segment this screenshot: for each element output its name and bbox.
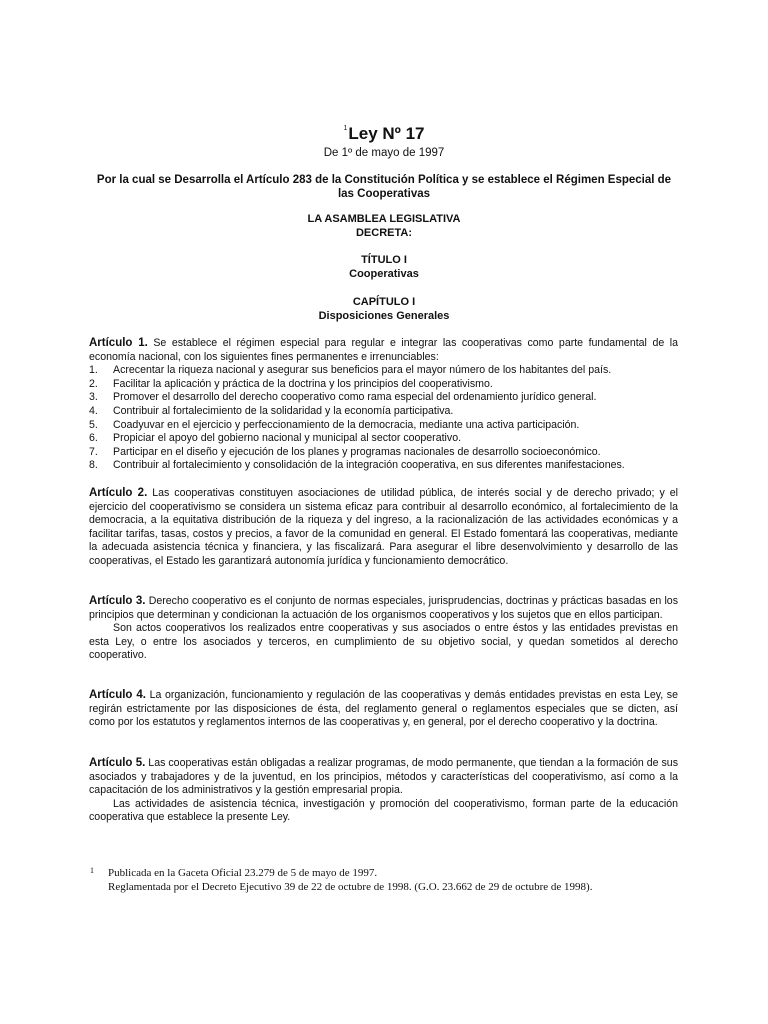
article-3 (89, 595, 678, 663)
list-item (89, 364, 678, 378)
capitulo-name: Disposiciones Generales (318, 309, 450, 322)
list-number: 1. (89, 364, 98, 377)
list-text: Contribuir al fortalecimiento y consolidación de la integración cooperativa, en sus diferentes manifestaciones. (113, 459, 625, 472)
law-subtitle: Por la cual se Desarrolla el Artículo 283 de la Constitución Política y se establece el Régimen Especial de las Cooperativas (96, 174, 672, 200)
capitulo-heading (0, 296, 768, 323)
list-number: 3. (89, 391, 98, 404)
article-5-text: Las cooperativas están obligadas a realizar programas, de modo permanente, que tiendan a la formación de sus asociados y trabajadores y de la juventud, en los principios, métodos y características del cooperativismo, así como a la capacitación de los administrativos y la gestión empresarial propia. (89, 757, 678, 797)
titulo-number: TÍTULO I (361, 254, 407, 266)
list-number: 4. (89, 404, 98, 417)
list-text: Facilitar la aplicación y práctica de la doctrina y los principios del cooperativismo. (113, 377, 493, 390)
capitulo-number: CAPÍTULO I (352, 296, 416, 308)
assembly-name: LA ASAMBLEA LEGISLATIVA (307, 213, 461, 225)
titulo-heading (0, 254, 768, 281)
law-date: De 1º de mayo de 1997 (323, 147, 445, 159)
article-1-text: Se establece el régimen especial para regular e integrar las cooperativas como parte fundamental de la economía nacional, con los siguientes fines permanentes e irrenunciables: (89, 337, 678, 363)
article-1 (89, 337, 678, 473)
list-item (89, 378, 678, 392)
article-4-label: Artículo 4. (89, 689, 146, 701)
footnote-line-1: Publicada en la Gaceta Oficial 23.279 de 5 de mayo de 1997. (108, 867, 378, 879)
list-text: Coadyuvar en el ejercicio y perfeccionamiento de la democracia, mediante una activa participación. (113, 418, 580, 431)
article-3-text: Derecho cooperativo es el conjunto de normas especiales, jurisprudencias, doctrinas y prácticas basadas en los principios que determinan y condicionan la actuación de los organismos cooperativos y los sujetos que en ellos participan. (89, 595, 679, 621)
article-3-paragraph-2: Son actos cooperativos los realizados entre cooperativas y sus asociados o entre éstos y las entidades previstas en esta Ley, o entre los asociados y terceros, en cumplimiento de su objetivo social, y quedan sometidos al derecho cooperativo. (89, 622, 678, 662)
article-2 (89, 487, 678, 569)
article-3-label: Artículo 3. (89, 595, 146, 607)
list-text: Participar en el diseño y ejecución de los planes y programas nacionales de desarrollo socioeconómico. (113, 445, 601, 458)
list-text: Propiciar el apoyo del gobierno nacional y municipal al sector cooperativo. (113, 432, 462, 445)
article-4-text: La organización, funcionamiento y regulación de las cooperativas y demás entidades previstas en esta Ley, se regirán estrictamente por las disposiciones de ésta, del reglamento general o reglamentos especiales que se dicten, así como por los estatutos y reglamentos internos de las cooperativas y, en general, por el derecho cooperativo y la doctrina. (89, 689, 679, 729)
footnote-reference: 1 (343, 125, 348, 132)
list-number: 2. (89, 377, 98, 390)
list-item (89, 405, 678, 419)
list-item (89, 432, 678, 446)
article-2-label: Artículo 2. (89, 487, 148, 499)
article-1-label: Artículo 1. (89, 337, 148, 349)
article-5 (89, 757, 678, 825)
list-item (89, 391, 678, 405)
law-title (0, 124, 768, 144)
list-number: 5. (89, 418, 98, 431)
list-item (89, 459, 678, 473)
list-text: Acrecentar la riqueza nacional y asegurar sus beneficios para el mayor número de los habitantes del país. (113, 364, 612, 377)
article-2-text: Las cooperativas constituyen asociaciones de utilidad pública, de interés social y de derecho privado; y el ejercicio del cooperativismo se considera un sistema eficaz para contribuir al desarrollo económico, al fortalecimiento de la democracia, a la equitativa distribución de la riqueza y del ingreso, a la racionalización de las actividades económicas y a facilitar tarifas, tasas, costos y precios, a favor de la comunidad en general. El Estado fomentará las cooperativas, mediante la adecuada asistencia técnica y financiera, y las fiscalizará. Para asegurar el libre desenvolvimiento y desarrollo de las cooperativas, el Estado les garantizará autonomía jurídica y funcionamiento democrático. (89, 487, 678, 567)
decreta-label: DECRETA: (355, 226, 412, 239)
article-1-list (89, 364, 678, 473)
list-number: 7. (89, 445, 98, 458)
list-number: 8. (89, 459, 98, 472)
article-5-label: Artículo 5. (89, 757, 146, 769)
article-5-paragraph-2: Las actividades de asistencia técnica, investigación y promoción del cooperativismo, forman parte de la educación cooperativa que establece la presente Ley. (89, 797, 678, 824)
list-item (89, 446, 678, 460)
article-4 (89, 689, 678, 730)
list-text: Promover el desarrollo del derecho cooperativo como rama especial del ordenamiento jurídico general. (113, 391, 597, 404)
footnote (90, 866, 690, 894)
footnote-line-2: Reglamentada por el Decreto Ejecutivo 39 de 22 de octubre de 1998. (G.O. 23.662 de 29 de octubre de 1998). (108, 881, 593, 893)
list-number: 6. (89, 432, 98, 445)
law-title-text: Ley Nº 17 (348, 124, 425, 143)
list-text: Contribuir al fortalecimiento de la solidaridad y la economía participativa. (113, 404, 454, 417)
assembly-heading (0, 213, 768, 240)
titulo-name: Cooperativas (349, 267, 419, 280)
footnote-mark: 1 (90, 866, 94, 875)
list-item (89, 419, 678, 433)
